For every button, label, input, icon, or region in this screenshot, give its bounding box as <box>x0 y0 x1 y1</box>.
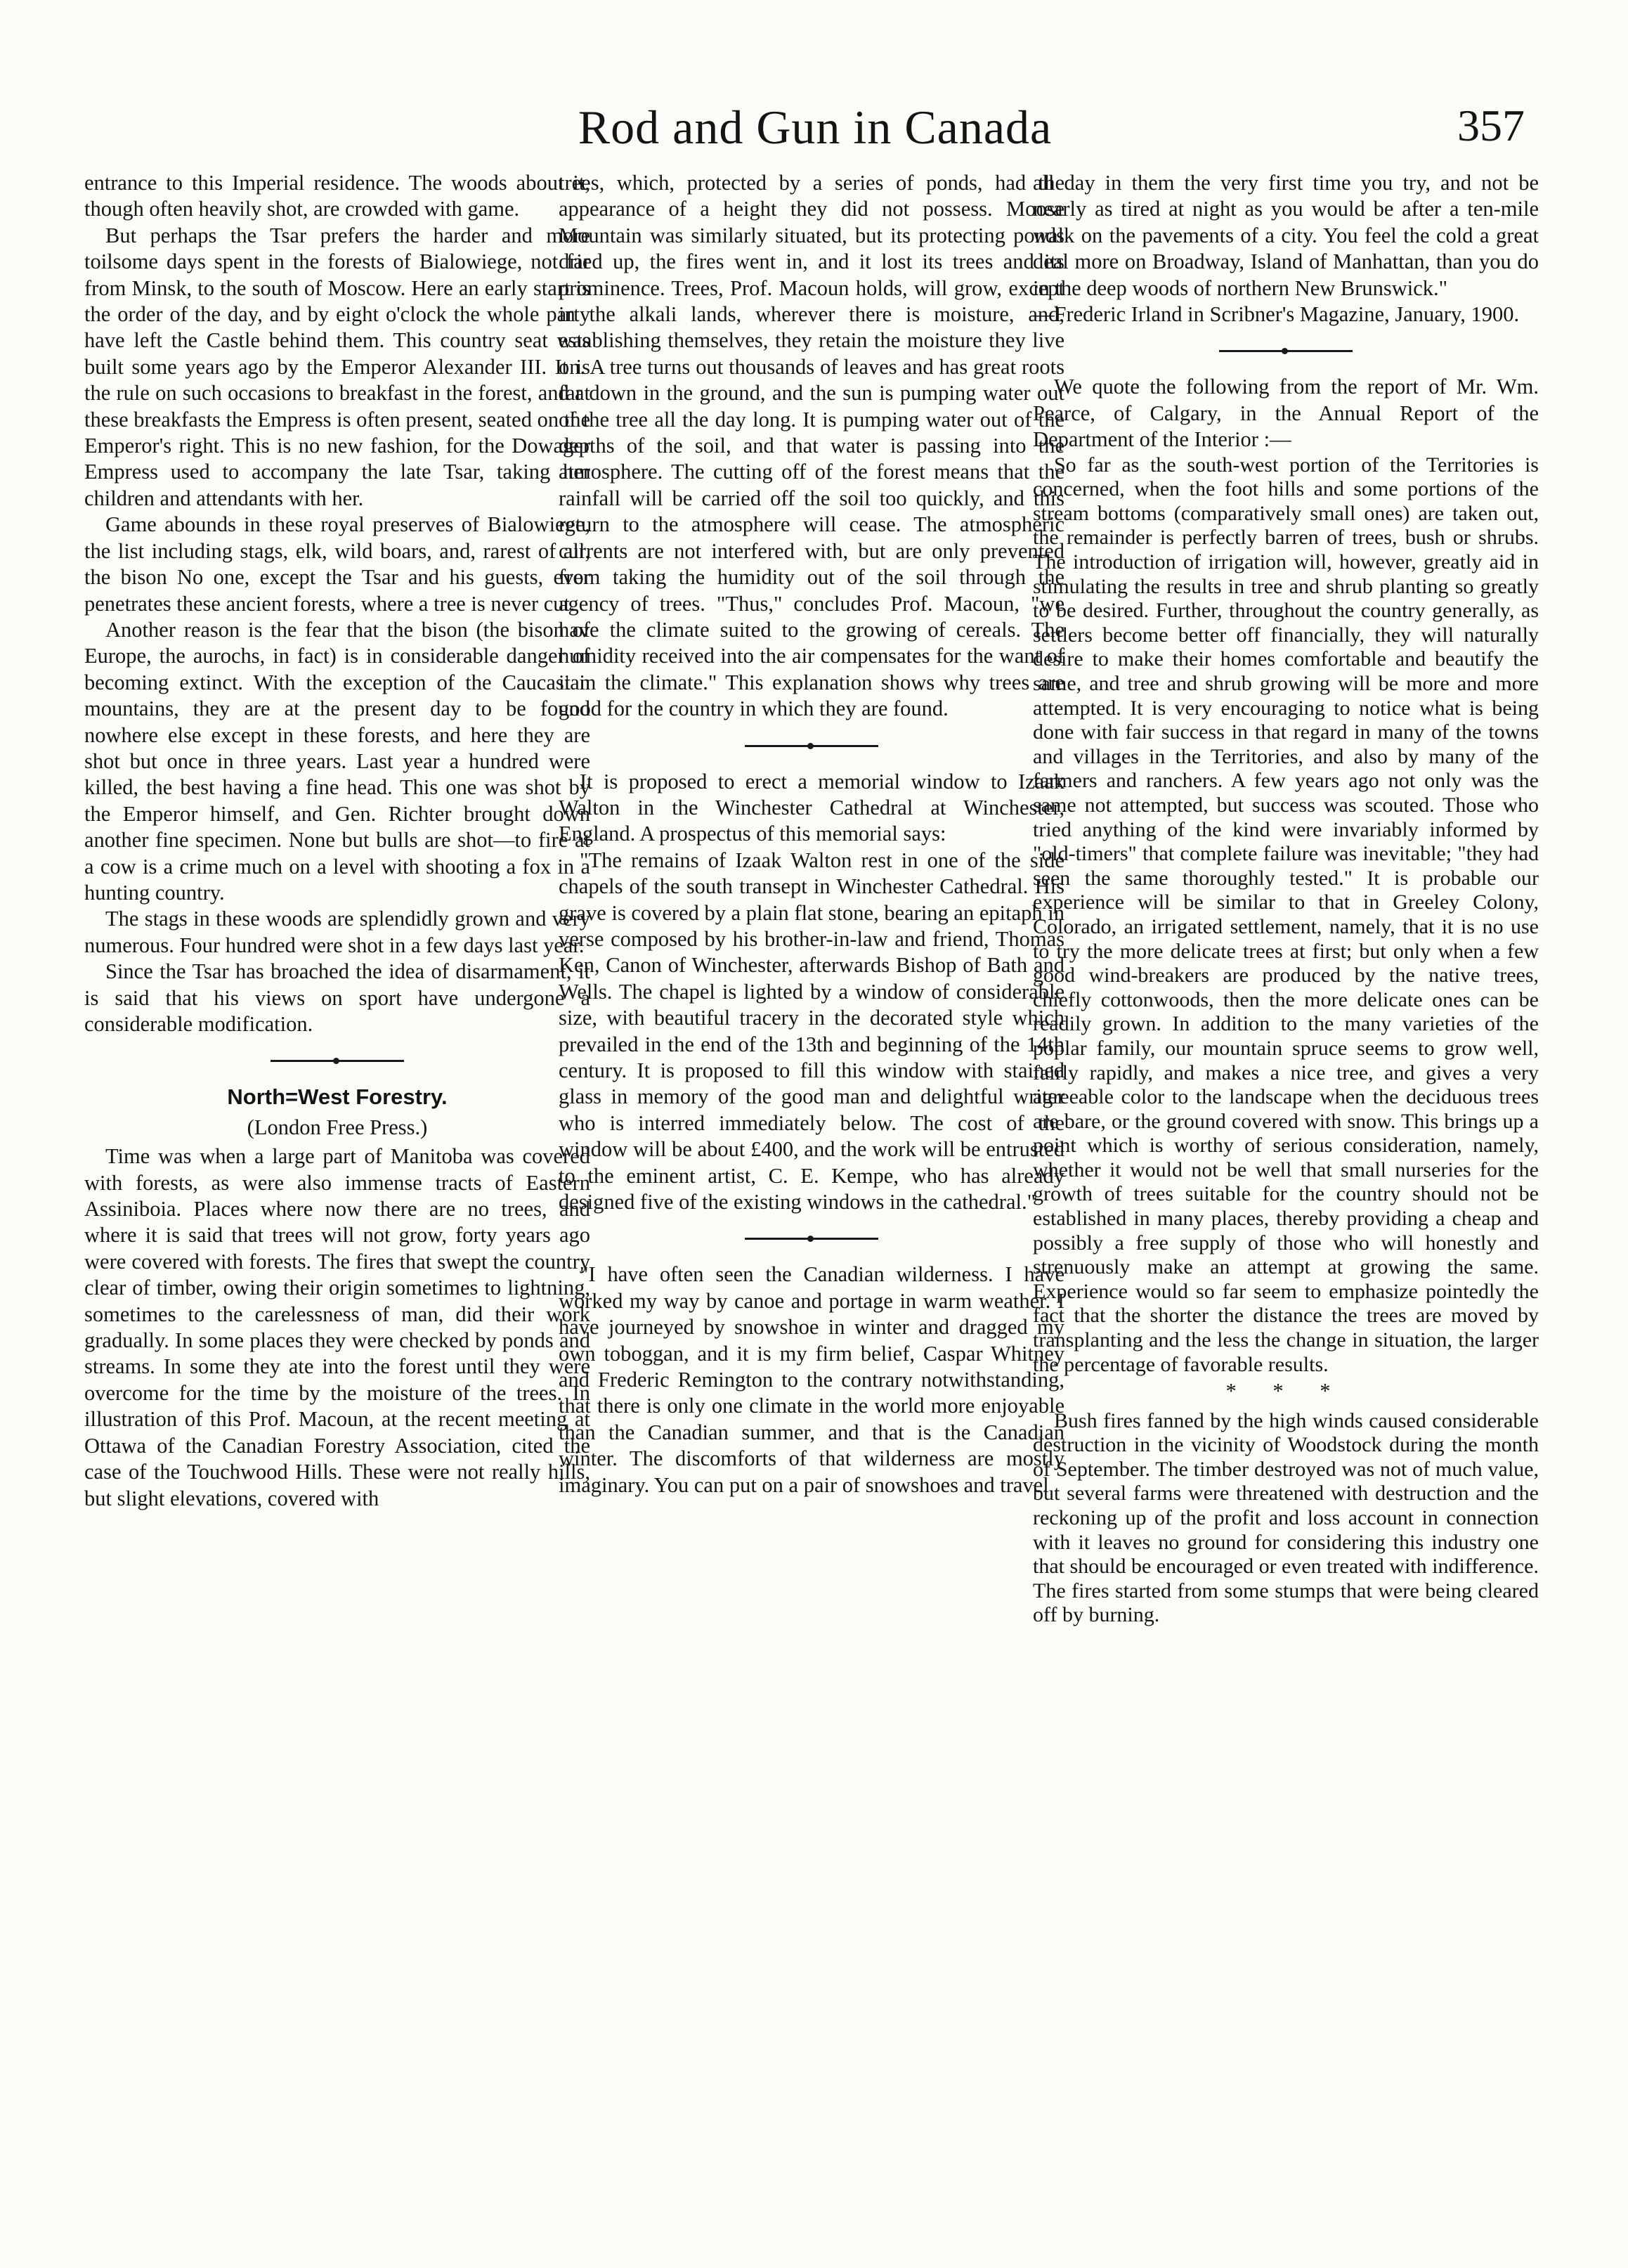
paragraph: The stags in these woods are splendidly grown and very numerous. Four hundred were shot in a few days last year. <box>84 907 590 957</box>
paragraph: Another reason is the fear that the bison (the bison of Europe, the aurochs, in fact) is in considerable danger of becoming extinct. With the exception of the Caucasian mountains, they are at the present day to be found nowhere else except in these forests, and here they are shot but once in three years. Last year a hundred were killed, the best having a fine head. This one was shot by the Emperor himself, and Gen. Richter brought down another fine specimen. None but bulls are shot—to fire at a cow is a crime much on a level with shooting a fox in a hunting country. <box>84 617 590 905</box>
paragraph: Bush fires fanned by the high winds caused considerable destruction in the vicinity of Woodstock during the month of September. The timber destroyed was not of much value, but several farms were threatened with destruction and the reckoning up of the profit and loss account in connection with it leaves no ground for considering this industry one that should be encouraged or even treated with indifference. The fires started from some stumps that were being cleared off by burning. <box>1033 1408 1539 1627</box>
page-number: 357 <box>1457 101 1525 150</box>
page-header <box>0 100 1628 167</box>
paragraph: So far as the south-west portion of the Territories is concerned, when the foot hills and some portions of the stream bottoms (comparatively small ones) are taken out, the remainder is perfectly barren of trees, bush or shrubs. The introduction of irrigation will, however, greatly aid in stimulating the results in tree and shrub planting so greatly to be desired. Further, throughout the country generally, as settlers become better off financially, they will naturally desire to make their homes comfortable and beautify the same, and tree and shrub growing will be more and more attempted. It is very encouraging to notice what is being done with fair success in that regard in many of the towns and villages in the Territories, and also by many of the farmers and ranchers. A few years ago not only was the same not attempted, but success was scouted. Those who tried anything of the kind were invariably informed by "old-timers" that complete failure was inevitable; "they had seen the same thoroughly tested." It is probable our experience will be similar to that in Greeley Colony, Colorado, an irrigated settlement, namely, that it is no use to try the more delicate trees at first; but only when a few good wind-breakers are produced by the native trees, chiefly cottonwoods, then the more delicate ones can be readily grown. In addition to the many varieties of the poplar family, our mountain spruce seems to grow well, fairly rapidly, and makes a nice tree, and gives a very agreeable color to the landscape when the deciduous trees are bare, or the ground covered with snow. This brings up a point which is worthy of serious consideration, namely, whether it would not be well that small nurseries for the growth of trees suitable for the country should not be established in many places, thereby providing a cheap and possibly a free supply of those who will honestly and strenuously make an attempt at growing the same. Experience would so far seem to emphasize pointedly the fact that the shorter the distance the trees are moved by transplanting and the less the change in situation, the larger the percentage of favorable results. <box>1033 453 1539 1376</box>
attribution: —Frederic Irland in Scribner's Magazine, January, 1900. <box>1033 302 1520 327</box>
paragraph: "I have often seen the Canadian wilderness. I have worked my way by canoe and portage in warm weather. I have journeyed by snowshoe in winter and dragged my own toboggan, and it is my firm belief, Caspar Whitney and Frederic Remington to the contrary notwithstanding, that there is only one climate in the world more enjoyable than the Canadian summer, and that is the Canadian winter. The discomforts of that wilderness are mostly imaginary. You can put on a pair of snowshoes and travel <box>559 1262 1064 1497</box>
section-divider <box>745 1233 878 1243</box>
running-title: Rod and Gun in Canada <box>578 101 1053 154</box>
section-divider <box>745 741 878 751</box>
paragraph: But perhaps the Tsar prefers the harder and more toilsome days spent in the forests of Bialowiege, not far from Minsk, to the south of Moscow. Here an early start is the order of the day, and by eight o'clock the whole party have left the Castle behind them. This country seat was built some years ago by the Emperor Alexander III. It is the rule on such occasions to breakfast in the forest, and at these breakfasts the Empress is often present, seated on the Emperor's right. This is no new fashion, for the Dowager Empress used to accompany the late Tsar, taking her children and attendants with her. <box>84 223 590 510</box>
paragraph: Time was when a large part of Manitoba was covered with forests, as were also immense tracts of Eastern Assiniboia. Places where now there are no trees, and where it is said that trees will not grow, forty years ago were covered with forests. The fires that swept the country clear of timber, owing their origin sometimes to lightning, sometimes to the carelessness of man, did their work gradually. In some places they were checked by ponds and streams. In some they ate into the forest until they were overcome for the time by the moisture of the trees. In illustration of this Prof. Macoun, at the recent meeting at Ottawa of the Canadian Forestry Association, cited the case of the Touchwood Hills. These were not really hills, but slight elevations, covered with <box>84 1144 590 1510</box>
paragraph: "The remains of Izaak Walton rest in one of the side chapels of the south transept in Winchester Cathedral. His grave is covered by a plain flat stone, bearing an epitaph in verse composed by his brother-in-law and friend, Thomas Ken, Canon of Winchester, afterwards Bishop of Bath and Wells. The chapel is lighted by a window of considerable size, with beautiful tracery in the decorated style which prevailed in the end of the 13th and beginning of the 14th century. It is proposed to fill this window with stained glass in memory of the good man and delightful writer who is interred immediately below. The cost of the window will be about £400, and the work will be entrusted to the eminent artist, C. E. Kempe, who has already designed five of the existing windows in the cathedral." <box>559 848 1064 1214</box>
section-divider <box>271 1056 404 1065</box>
column-right <box>1033 170 1539 1628</box>
column-middle <box>559 170 1064 1498</box>
column-left <box>84 170 590 1512</box>
section-source: (London Free Press.) <box>247 1115 428 1139</box>
section-divider <box>1219 346 1353 356</box>
paragraph: We quote the following from the report of Mr. Wm. Pearce, of Calgary, in the Annual Report of the Department of the Interior :— <box>1033 375 1539 452</box>
paragraph: It is proposed to erect a memorial window to Izaak Walton in the Winchester Cathedral at Winchester, England. A prospectus of this memorial says: <box>559 769 1064 846</box>
paragraph: Game abounds in these royal preserves of Bialowiege, the list including stags, elk, wild boars, and, rarest of all, the bison No one, except the Tsar and his guests, ever penetrates these ancient forests, where a tree is never cut. <box>84 512 590 616</box>
paragraph: trees, which, protected by a series of ponds, had the appearance of a height they did not possess. Moose Mountain was similarly situated, but its protecting ponds dried up, the fires went in, and it lost its trees and its prominence. Trees, Prof. Macoun holds, will grow, except in the alkali lands, wherever there is moisture, and, establishing themselves, they retain the moisture they live on. A tree turns out thousands of leaves and has great roots far down in the ground, and the sun is pumping water out of the tree all the day long. It is pumping water out of the depths of the soil, and that water is passing into the atmosphere. The cutting off of the forest means that the rainfall will be carried off the soil too quickly, and this return to the atmosphere will cease. The atmospheric currents are not interfered with, but are only prevented from taking the humidity out of the soil through the agency of trees. "Thus," concludes Prof. Macoun, "we have the climate suited to the growing of cereals. The humidity received into the air compensates for the want of it in the climate." This explanation shows why trees are good for the country in which they are found. <box>559 171 1064 721</box>
section-separator-stars: * * * <box>1225 1379 1346 1404</box>
paragraph: entrance to this Imperial residence. The woods about it, though often heavily shot, are crowded with game. <box>84 171 590 221</box>
paragraph: Since the Tsar has broached the idea of disarmament, it is said that his views on sport have undergone a considerable modification. <box>84 959 590 1036</box>
section-heading: North=West Forestry. <box>227 1084 448 1110</box>
paragraph: all day in them the very first time you try, and not be nearly as tired at night as you would be after a ten-mile walk on the pavements of a city. You feel the cold a great deal more on Broadway, Island of Manhattan, than you do in the deep woods of northern New Brunswick." <box>1033 171 1539 300</box>
